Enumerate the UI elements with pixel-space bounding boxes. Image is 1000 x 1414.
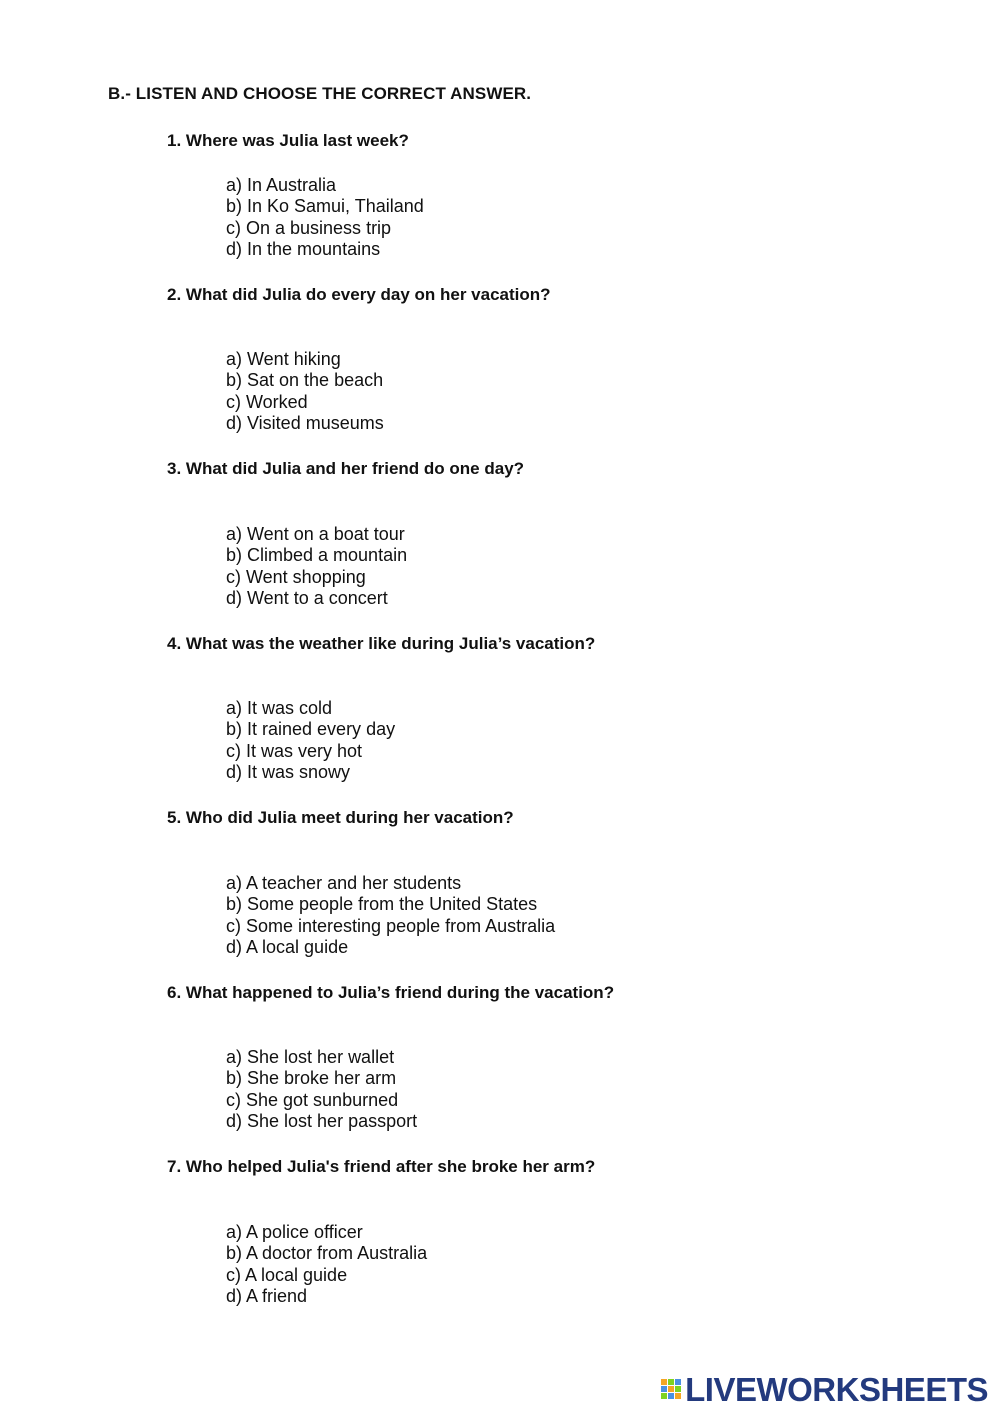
options-list — [226, 349, 384, 434]
option-a[interactable]: a) A police officer — [226, 1222, 363, 1242]
option-c[interactable]: c) It was very hot — [226, 740, 363, 761]
question-text: 3. What did Julia and her friend do one day? — [167, 459, 525, 478]
option-c[interactable]: c) Went shopping — [226, 566, 366, 587]
brand-footer — [660, 1372, 988, 1408]
option-a[interactable]: a) She lost her wallet — [226, 1047, 395, 1067]
options-list — [226, 1222, 427, 1307]
option-b[interactable]: b) A doctor from Australia — [226, 1243, 428, 1264]
option-b[interactable]: b) Some people from the United States — [226, 894, 538, 915]
options-list — [226, 873, 555, 958]
question-7 — [167, 1156, 927, 1306]
option-d[interactable]: d) She lost her passport — [226, 1110, 418, 1131]
question-text: 1. Where was Julia last week? — [167, 131, 409, 150]
option-d[interactable]: d) A friend — [226, 1285, 308, 1306]
options-list — [226, 175, 424, 260]
option-c[interactable]: c) A local guide — [226, 1264, 348, 1285]
option-b[interactable]: b) Sat on the beach — [226, 370, 384, 391]
option-d[interactable]: d) Visited museums — [226, 412, 384, 433]
option-a[interactable]: a) In Australia — [226, 175, 337, 195]
option-d[interactable]: d) In the mountains — [226, 238, 381, 259]
question-text: 4. What was the weather like during Julia’s vacation? — [167, 634, 596, 653]
option-b[interactable]: b) She broke her arm — [226, 1068, 397, 1089]
options-list — [226, 1047, 417, 1132]
option-c[interactable]: c) Worked — [226, 391, 308, 412]
question-text: 6. What happened to Julia’s friend during the vacation? — [167, 983, 615, 1002]
question-3 — [167, 458, 927, 608]
option-b[interactable]: b) It rained every day — [226, 719, 396, 740]
option-d[interactable]: d) A local guide — [226, 936, 349, 957]
option-a[interactable]: a) Went on a boat tour — [226, 524, 405, 544]
liveworksheets-logo-icon — [660, 1377, 682, 1403]
option-d[interactable]: d) Went to a concert — [226, 587, 388, 608]
options-list — [226, 698, 395, 783]
option-a[interactable]: a) Went hiking — [226, 349, 341, 369]
section-title: B.- LISTEN AND CHOOSE THE CORRECT ANSWER. — [108, 84, 532, 103]
option-b[interactable]: b) Climbed a mountain — [226, 545, 408, 566]
question-5 — [167, 807, 927, 957]
option-a[interactable]: a) A teacher and her students — [226, 873, 462, 893]
question-6 — [167, 982, 927, 1131]
question-text: 5. Who did Julia meet during her vacation? — [167, 808, 514, 827]
question-text: 7. Who helped Julia's friend after she broke her arm? — [167, 1157, 596, 1176]
option-a[interactable]: a) It was cold — [226, 698, 333, 718]
question-4 — [167, 633, 927, 782]
option-c[interactable]: c) On a business trip — [226, 217, 392, 238]
question-text: 2. What did Julia do every day on her vacation? — [167, 285, 551, 304]
option-d[interactable]: d) It was snowy — [226, 761, 351, 782]
brand-name[interactable]: LIVEWORKSHEETS — [685, 1371, 988, 1408]
question-2 — [167, 284, 927, 433]
question-1 — [167, 130, 927, 259]
options-list — [226, 524, 407, 609]
option-c[interactable]: c) She got sunburned — [226, 1089, 399, 1110]
option-c[interactable]: c) Some interesting people from Australia — [226, 915, 556, 936]
option-b[interactable]: b) In Ko Samui, Thailand — [226, 196, 424, 217]
